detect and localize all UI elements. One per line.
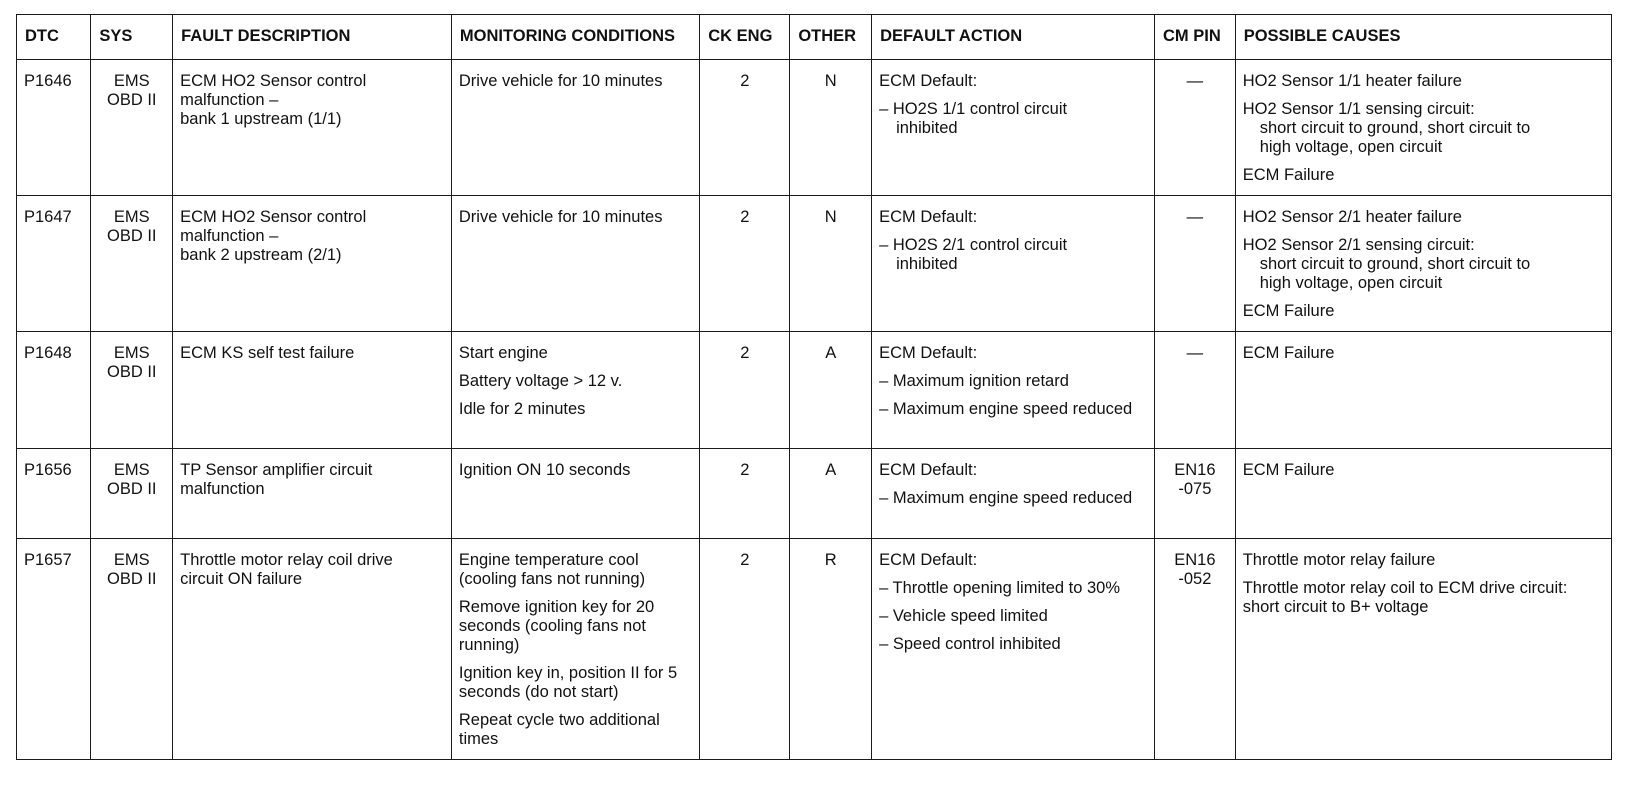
sys-line: EMS [113,72,150,90]
default-item: – Vehicle speed limited [879,607,1048,625]
default-item: – Speed control inhibited [879,635,1061,653]
cm-pin-line: -052 [1178,570,1212,588]
header-fault-description: FAULT DESCRIPTION [173,15,452,60]
cell-sys [91,332,173,449]
cell-cm-pin: — [1155,196,1236,332]
cell-ck-eng: 2 [700,539,790,760]
cell-dtc: P1648 [17,332,91,449]
default-head: ECM Default: [879,72,978,90]
cell-dtc: P1657 [17,539,91,760]
cell-fault-description [173,196,452,332]
cell-other: N [790,60,872,196]
default-head: ECM Default: [879,344,978,362]
cause-line: short circuit to B+ voltage [1242,598,1429,616]
default-head: ECM Default: [879,208,978,226]
sys-line: EMS [113,208,150,226]
default-item-cont: inhibited [896,255,958,273]
cell-ck-eng: 2 [700,332,790,449]
cell-default-action [872,539,1155,760]
cause-line: HO2 Sensor 1/1 heater failure [1242,72,1462,90]
cell-possible-causes [1235,449,1611,539]
cell-monitoring [451,539,699,760]
cell-default-action [872,196,1155,332]
fault-line: malfunction – [180,91,279,109]
cell-dtc: P1646 [17,60,91,196]
header-cm-pin: CM PIN [1155,15,1236,60]
cause-detail: short circuit to ground, short circuit to [1259,255,1531,273]
cause-line: ECM Failure [1242,461,1335,479]
sys-line: OBD II [107,570,157,588]
cause-detail: high voltage, open circuit [1259,274,1443,292]
default-item: – Throttle opening limited to 30% [879,579,1121,597]
cell-ck-eng: 2 [700,449,790,539]
cell-possible-causes [1235,539,1611,760]
cm-pin-line: EN16 [1174,461,1216,479]
monitoring-line: Ignition ON 10 seconds [458,461,631,479]
fault-line: bank 2 upstream (2/1) [180,246,342,264]
default-item: – HO2S 2/1 control circuit [879,236,1068,254]
table-row [17,332,1612,449]
cell-fault-description: ECM KS self test failure [173,332,452,449]
cell-dtc: P1656 [17,449,91,539]
cause-detail: short circuit to ground, short circuit to [1259,119,1531,137]
cell-default-action [872,449,1155,539]
cell-other: N [790,196,872,332]
table-row [17,449,1612,539]
cell-other: A [790,449,872,539]
monitoring-line: Drive vehicle for 10 minutes [458,72,663,90]
fault-line: ECM HO2 Sensor control [180,72,367,90]
default-item-cont: inhibited [896,119,958,137]
cause-line: Throttle motor relay coil to ECM drive circuit: [1242,579,1568,597]
cause-detail: high voltage, open circuit [1259,138,1443,156]
cell-monitoring [451,196,699,332]
sys-line: EMS [113,461,150,479]
default-item: – HO2S 1/1 control circuit [879,100,1068,118]
default-item: – Maximum engine speed reduced [879,489,1133,507]
dtc-table [16,14,1612,760]
fault-line: ECM HO2 Sensor control [180,208,367,226]
table-row [17,196,1612,332]
cause-line: HO2 Sensor 2/1 heater failure [1242,208,1462,226]
cell-possible-causes [1235,60,1611,196]
header-default-action: DEFAULT ACTION [872,15,1155,60]
fault-line: circuit ON failure [180,570,303,588]
monitoring-line: Repeat cycle two additional times [458,711,660,748]
cell-sys [91,449,173,539]
monitoring-line: Remove ignition key for 20 seconds (cooling fans not running) [458,598,655,654]
default-head: ECM Default: [879,461,978,479]
sys-line: EMS [113,344,150,362]
cell-fault-description [173,539,452,760]
header-dtc: DTC [17,15,91,60]
cell-cm-pin: — [1155,332,1236,449]
cm-pin-line: -075 [1178,480,1212,498]
cell-sys [91,539,173,760]
cell-cm-pin [1155,449,1236,539]
fault-line: malfunction [180,480,265,498]
cell-monitoring [451,60,699,196]
sys-line: OBD II [107,363,157,381]
header-possible-causes: POSSIBLE CAUSES [1235,15,1611,60]
cell-possible-causes [1235,196,1611,332]
cell-ck-eng: 2 [700,196,790,332]
monitoring-line: Engine temperature cool (cooling fans not running) [458,551,646,588]
cause-line: Throttle motor relay failure [1242,551,1436,569]
monitoring-line: Drive vehicle for 10 minutes [458,208,663,226]
default-item: – Maximum engine speed reduced [879,400,1133,418]
cell-default-action [872,60,1155,196]
cell-other: R [790,539,872,760]
monitoring-line: Start engine [458,344,548,362]
table-row [17,60,1612,196]
cm-pin-line: EN16 [1174,551,1216,569]
cell-fault-description [173,449,452,539]
monitoring-line: Idle for 2 minutes [458,400,586,418]
cause-line: HO2 Sensor 2/1 sensing circuit: [1242,236,1475,254]
cell-ck-eng: 2 [700,60,790,196]
cell-sys [91,196,173,332]
header-monitoring-conditions: MONITORING CONDITIONS [451,15,699,60]
cause-line: ECM Failure [1242,302,1335,320]
monitoring-line: Battery voltage > 12 v. [458,372,623,390]
table-header-row [17,15,1612,60]
cell-monitoring [451,449,699,539]
cause-line: HO2 Sensor 1/1 sensing circuit: [1242,100,1475,118]
default-item: – Maximum ignition retard [879,372,1069,390]
cause-line: ECM Failure [1242,166,1335,184]
fault-line: bank 1 upstream (1/1) [180,110,342,128]
cell-default-action [872,332,1155,449]
header-other: OTHER [790,15,872,60]
cell-monitoring [451,332,699,449]
cell-sys [91,60,173,196]
sys-line: OBD II [107,480,157,498]
cell-other: A [790,332,872,449]
cell-fault-description [173,60,452,196]
cell-possible-causes [1235,332,1611,449]
fault-line: TP Sensor amplifier circuit [180,461,373,479]
cell-cm-pin: — [1155,60,1236,196]
header-sys: SYS [91,15,173,60]
default-head: ECM Default: [879,551,978,569]
fault-line: malfunction – [180,227,279,245]
sys-line: OBD II [107,91,157,109]
header-ck-eng: CK ENG [700,15,790,60]
table-row [17,539,1612,760]
sys-line: EMS [113,551,150,569]
monitoring-line: Ignition key in, position II for 5 seconds (do not start) [458,664,678,701]
fault-line: Throttle motor relay coil drive [180,551,393,569]
cause-line: ECM Failure [1242,344,1335,362]
sys-line: OBD II [107,227,157,245]
cell-dtc: P1647 [17,196,91,332]
cell-cm-pin [1155,539,1236,760]
